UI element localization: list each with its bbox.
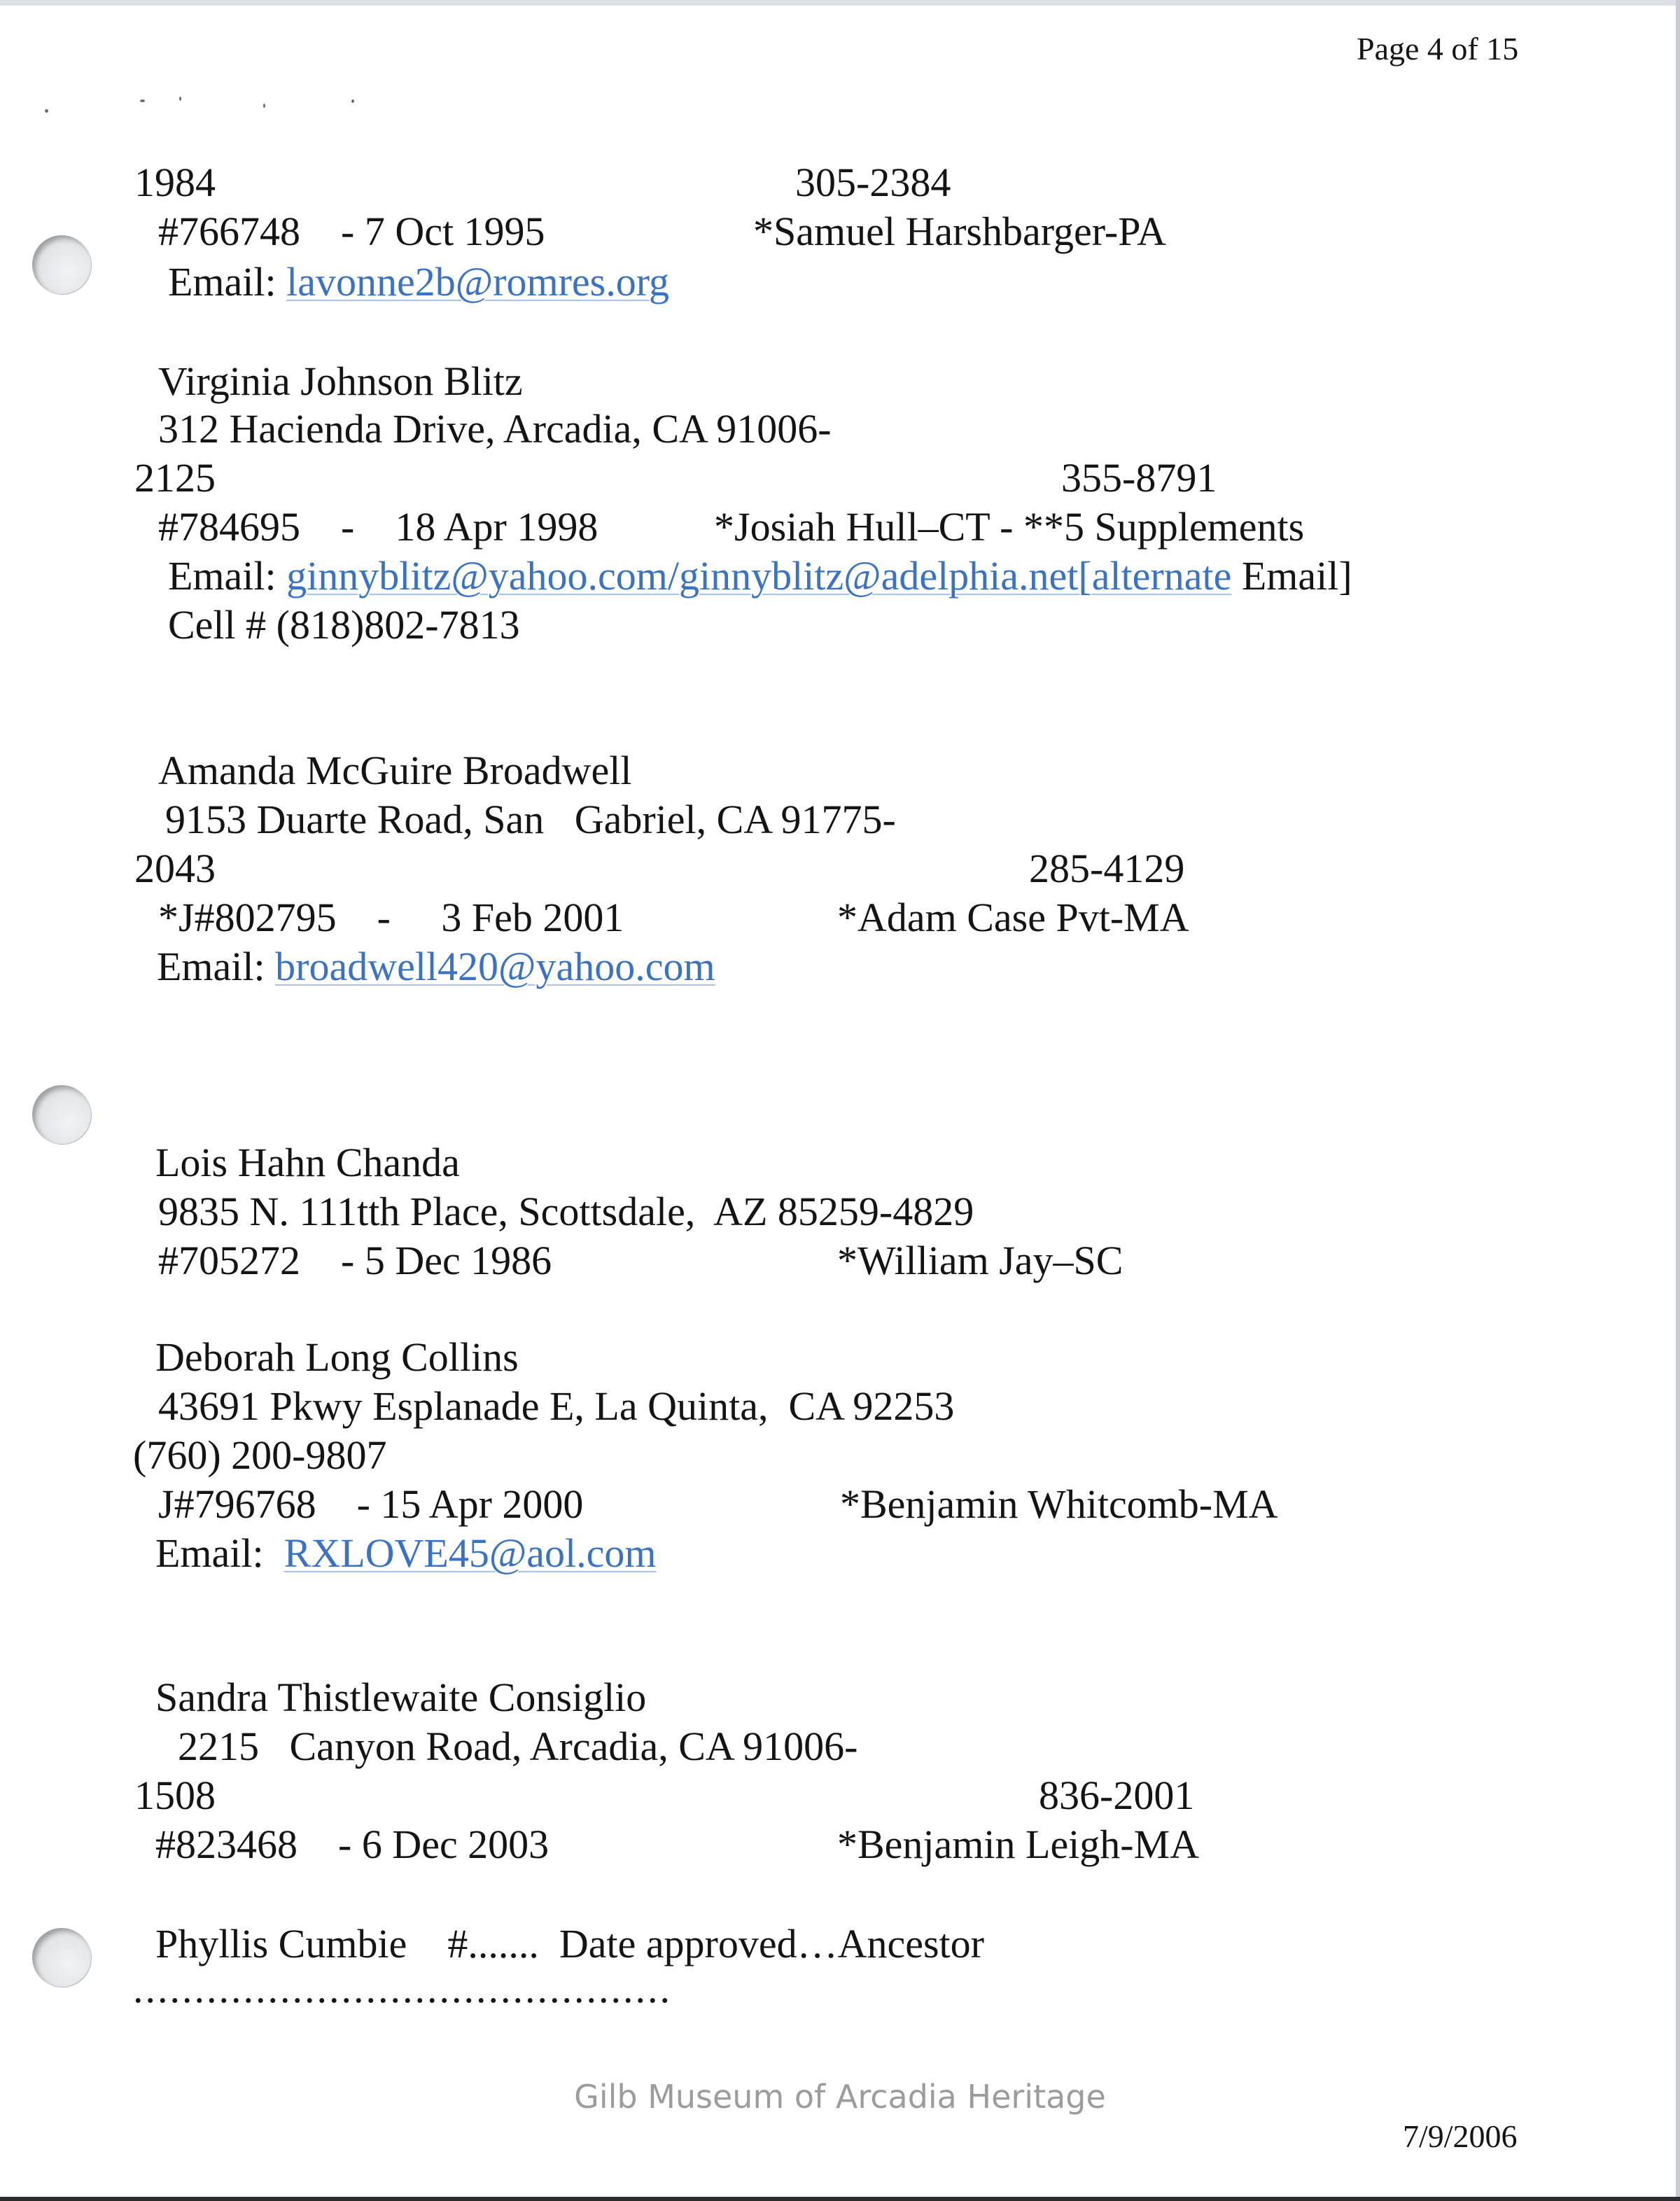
address: 43691 Pkwy Esplanade E, La Quinta, CA 92253	[158, 1383, 955, 1429]
member-number-date: #766748 - 7 Oct 1995	[158, 209, 545, 254]
phone-number: (760) 200-9807	[133, 1432, 387, 1478]
member-number-date: *J#802795 - 3 Feb 2001	[158, 895, 624, 940]
print-date: 7/9/2006	[1403, 2118, 1518, 2154]
email-line	[168, 259, 669, 305]
ancestor: *Adam Case Pvt-MA	[837, 895, 1189, 940]
phone-number: 305-2384	[795, 160, 951, 205]
scan-speck	[179, 97, 181, 101]
zip-continuation: 1984	[134, 160, 216, 205]
zip-continuation: 2125	[134, 455, 216, 501]
member-name: Deborah Long Collins	[155, 1334, 519, 1380]
email-link[interactable]: broadwell420@yahoo.com	[275, 944, 715, 989]
member-name: Sandra Thistlewaite Consiglio	[155, 1675, 647, 1720]
email-line	[155, 1530, 656, 1577]
member-name: Lois Hahn Chanda	[155, 1140, 460, 1185]
ancestor: *Josiah Hull–CT - **5 Supplements	[714, 504, 1305, 550]
zip-continuation: 2043	[134, 846, 216, 891]
email-line	[157, 944, 715, 990]
address: 2215 Canyon Road, Arcadia, CA 91006-	[178, 1724, 858, 1769]
zip-continuation: 1508	[134, 1773, 216, 1818]
ancestor: *William Jay–SC	[837, 1238, 1124, 1283]
email-label: Email:	[157, 944, 276, 989]
punch-hole-middle	[32, 1085, 91, 1144]
email-link[interactable]: ginnyblitz@yahoo.com/ginnyblitz@adelphia.net[alternate	[286, 553, 1232, 599]
scan-edge-bottom	[0, 2197, 1680, 2201]
phone-number: 836-2001	[1039, 1773, 1195, 1818]
address: 9153 Duarte Road, San Gabriel, CA 91775-	[165, 797, 896, 842]
email-label: Email:	[168, 259, 287, 305]
ancestor: *Benjamin Whitcomb-MA	[840, 1481, 1278, 1527]
cell-number: Cell # (818)802-7813	[168, 602, 520, 648]
email-link[interactable]: RXLOVE45@aol.com	[284, 1530, 657, 1576]
phone-number: 355-8791	[1061, 455, 1217, 501]
email-suffix: Email]	[1231, 553, 1352, 599]
address: 9835 N. 111tth Place, Scottsdale, AZ 85259-4829	[158, 1189, 974, 1234]
punch-hole-bottom	[32, 1928, 91, 1987]
scan-speck	[263, 104, 265, 108]
member-name: Virginia Johnson Blitz	[158, 358, 523, 404]
dotted-separator: ............................................	[133, 1966, 672, 2011]
email-line	[168, 553, 1352, 599]
scan-speck	[140, 99, 145, 102]
member-number-date: #823468 - 6 Dec 2003	[155, 1822, 550, 1867]
email-link[interactable]: lavonne2b@romres.org	[286, 259, 669, 305]
ancestor: *Samuel Harshbarger-PA	[753, 209, 1167, 254]
member-number-date: J#796768 - 15 Apr 2000	[158, 1481, 584, 1527]
email-label: Email:	[155, 1530, 284, 1576]
member-name: Amanda McGuire Broadwell	[158, 748, 632, 793]
page-number: Page 4 of 15	[1357, 31, 1519, 67]
punch-hole-top	[32, 235, 91, 294]
scan-edge-right	[1676, 0, 1680, 2201]
address: 312 Hacienda Drive, Arcadia, CA 91006-	[158, 406, 832, 452]
scan-speck	[45, 109, 48, 113]
phone-number: 285-4129	[1029, 846, 1185, 891]
member-name-line: Phyllis Cumbie #....... Date approved…Ancestor	[155, 1921, 984, 1966]
member-number-date: #705272 - 5 Dec 1986	[158, 1238, 552, 1283]
scan-edge-top	[0, 0, 1680, 6]
ancestor: *Benjamin Leigh-MA	[837, 1822, 1200, 1867]
member-number-date: #784695 - 18 Apr 1998	[158, 504, 598, 550]
scan-speck	[351, 99, 354, 103]
watermark: Gilb Museum of Arcadia Heritage	[574, 2078, 1106, 2116]
email-label: Email:	[168, 553, 287, 599]
